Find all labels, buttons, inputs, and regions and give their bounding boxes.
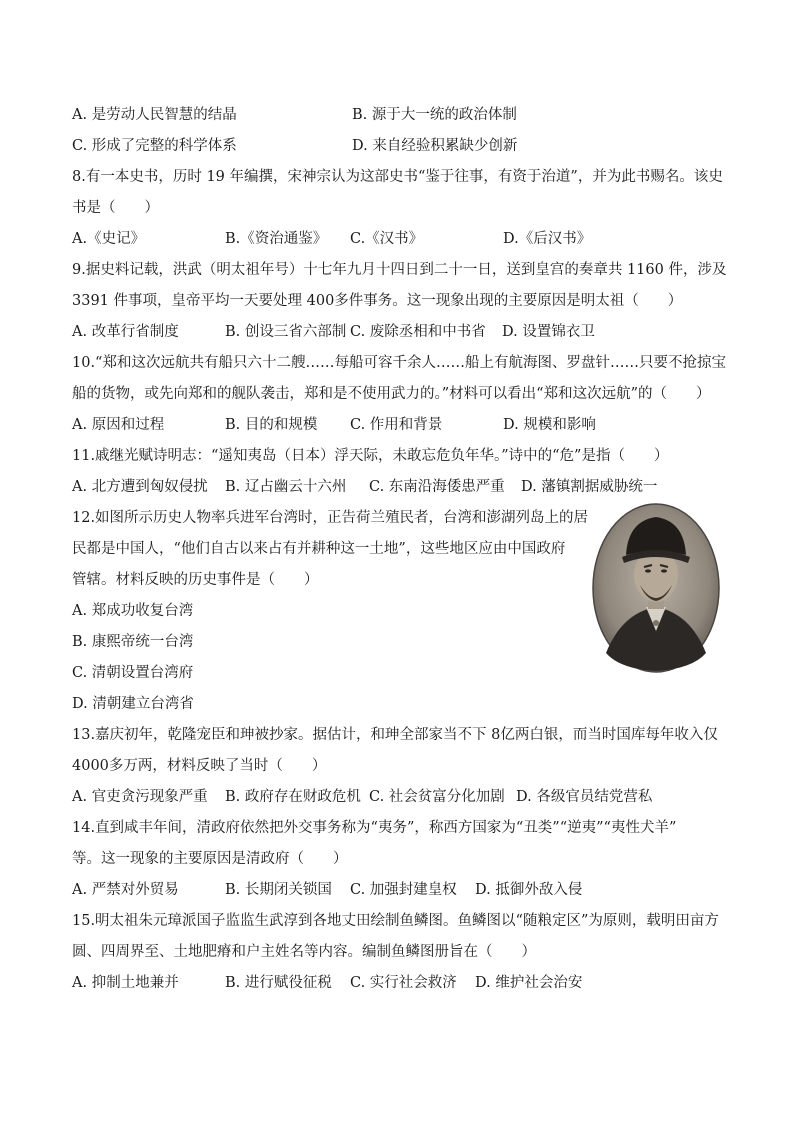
q11-option-c[interactable]: C. 东南沿海倭患严重: [369, 479, 505, 495]
q14-option-b[interactable]: B. 长期闭关锁国: [225, 882, 332, 898]
q9-stem-line2: 3391 件事项，皇帝平均一天要处理 400多件事务。这一现象出现的主要原因是明太祖（ ）: [72, 293, 683, 309]
q12-block: [72, 503, 722, 720]
q7-option-b[interactable]: B. 源于大一统的政治体制: [352, 107, 517, 123]
q13-stem-line1: 13.嘉庆初年，乾隆宠臣和珅被抄家。据估计，和珅全部家当不下 8亿两白银，而当时国库每年收入仅: [72, 727, 718, 743]
q8-option-d[interactable]: D.《后汉书》: [503, 231, 592, 247]
q13-option-a[interactable]: A. 官吏贪污现象严重: [72, 789, 208, 805]
q11-option-d[interactable]: D. 藩镇割据威胁统一: [521, 479, 658, 495]
exam-page: [72, 100, 727, 999]
q12-stem-line3: 管辖。材料反映的历史事件是（ ）: [72, 572, 319, 588]
q8-option-b[interactable]: B.《资治通鉴》: [225, 231, 328, 247]
q14-option-c[interactable]: C. 加强封建皇权: [350, 882, 457, 898]
q15-option-c[interactable]: C. 实行社会救济: [350, 975, 457, 991]
q12-stem-line2: 民都是中国人，“他们自古以来占有并耕种这一土地”，这些地区应由中国政府: [72, 541, 566, 557]
q12-option-c[interactable]: C. 清朝设置台湾府: [72, 665, 194, 681]
q7-option-d[interactable]: D. 来自经验积累缺少创新: [352, 138, 518, 154]
q8-option-c[interactable]: C.《汉书》: [350, 231, 424, 247]
q8-options: [72, 224, 722, 255]
q9-options: [72, 317, 722, 348]
q14-options: [72, 875, 722, 906]
q12-option-a[interactable]: A. 郑成功收复台湾: [72, 603, 194, 619]
q7-options-row1: [72, 100, 722, 131]
q14-option-d[interactable]: D. 抵御外敌入侵: [475, 882, 583, 898]
q9-option-b[interactable]: B. 创设三省六部制: [225, 324, 347, 340]
q8-stem-line1: 8.有一本史书，历时 19 年编撰，宋神宗认为这部史书“鉴于往事，有资于治道”，并为此书赐名。该史: [72, 169, 723, 185]
q15-stem-line2: 圆、四周界至、土地肥瘠和户主姓名等内容。编制鱼鳞图册旨在（ ）: [72, 944, 536, 960]
q14-option-a[interactable]: A. 严禁对外贸易: [72, 882, 179, 898]
q13-stem-line2: 4000多万两，材料反映了当时（ ）: [72, 758, 327, 774]
q15-option-b[interactable]: B. 进行赋役征税: [225, 975, 332, 991]
q15-option-a[interactable]: A. 抑制土地兼并: [72, 975, 179, 991]
q10-option-a[interactable]: A. 原因和过程: [72, 417, 165, 433]
q10-option-d[interactable]: D. 规模和影响: [503, 417, 596, 433]
q15-options: [72, 968, 722, 999]
q13-option-c[interactable]: C. 社会贫富分化加剧: [369, 789, 505, 805]
q7-options-row2: [72, 131, 722, 162]
q14-stem-line2: 等。这一现象的主要原因是清政府（ ）: [72, 851, 348, 867]
q7-option-a[interactable]: A. 是劳动人民智慧的结晶: [72, 107, 237, 123]
q9-option-d[interactable]: D. 设置锦衣卫: [502, 324, 595, 340]
q10-option-b[interactable]: B. 目的和规模: [225, 417, 318, 433]
q12-stem-line1: 12.如图所示历史人物率兵进军台湾时，正告荷兰殖民者，台湾和澎湖列岛上的居: [72, 510, 589, 526]
q8-stem-line2: 书是（ ）: [72, 200, 159, 216]
q11-option-a[interactable]: A. 北方遭到匈奴侵扰: [72, 479, 208, 495]
q14-stem-line1: 14.直到咸丰年间，清政府依然把外交事务称为“夷务”，称西方国家为“丑类”“逆夷”“夷性犬羊”: [72, 820, 677, 836]
q9-option-c[interactable]: C. 废除丞相和中书省: [350, 324, 486, 340]
q15-option-d[interactable]: D. 维护社会治安: [475, 975, 583, 991]
q11-options: [72, 472, 722, 503]
q9-option-a[interactable]: A. 改革行省制度: [72, 324, 179, 340]
q7-option-c[interactable]: C. 形成了完整的科学体系: [72, 138, 237, 154]
q10-option-c[interactable]: C. 作用和背景: [350, 417, 443, 433]
q8-option-a[interactable]: A.《史记》: [72, 231, 146, 247]
q11-option-b[interactable]: B. 辽占幽云十六州: [225, 479, 347, 495]
q11-stem-line1: 11.戚继光赋诗明志：“遥知夷岛（日本）浮天际，未敢忘危负年华。”诗中的“危”是指（ ）: [72, 448, 669, 464]
q12-option-b[interactable]: B. 康熙帝统一台湾: [72, 634, 194, 650]
q13-option-b[interactable]: B. 政府存在财政危机: [225, 789, 361, 805]
q10-stem-line1: 10.“郑和这次远航共有船只六十二艘……每船可容千余人……船上有航海图、罗盘针……只要不抢掠宝: [72, 355, 726, 371]
historical-figure-portrait: [592, 503, 720, 673]
q10-stem-line2: 船的货物，或先向郑和的舰队袭击，郑和是不使用武力的。”材料可以看出“郑和这次远航”的（ ）: [72, 386, 711, 402]
q13-options: [72, 782, 722, 813]
q10-options: [72, 410, 722, 441]
q15-stem-line1: 15.明太祖朱元璋派国子监监生武淳到各地丈田绘制鱼鳞图。鱼鳞图以“随粮定区”为原则，载明田亩方: [72, 913, 719, 929]
q13-option-d[interactable]: D. 各级官员结党营私: [516, 789, 653, 805]
q12-option-d[interactable]: D. 清朝建立台湾省: [72, 696, 194, 712]
q9-stem-line1: 9.据史料记载，洪武（明太祖年号）十七年九月十四日到二十一日，送到皇宫的奏章共 1160 件，涉及: [72, 262, 727, 278]
